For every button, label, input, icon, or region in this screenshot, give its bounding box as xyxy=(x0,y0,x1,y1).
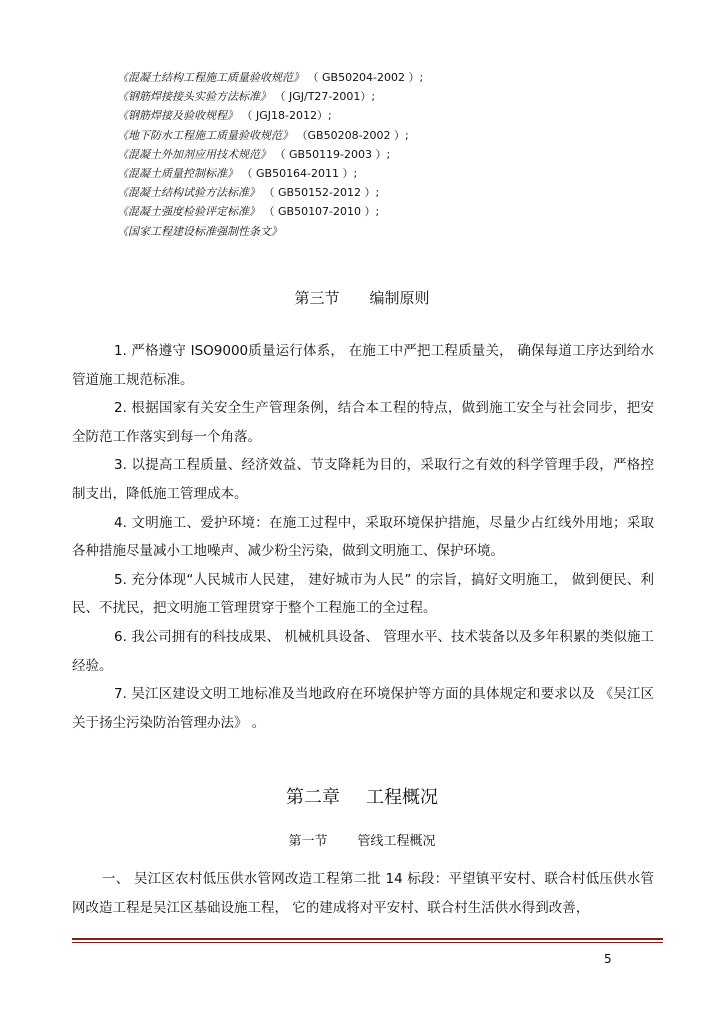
reference-item: 《混凝土外加剂应用技术规范》 （ GB50119-2003 ）; xyxy=(117,147,391,161)
chapter-number: 第二章 xyxy=(286,787,340,808)
reference-item: 《钢筋焊接接头实验方法标准》 （ JGJ/T27-2001）; xyxy=(117,90,376,104)
subsection-title: 管线工程概况 xyxy=(357,834,436,849)
chapter-title: 工程概况 xyxy=(366,787,438,808)
footer-divider-thin xyxy=(72,942,663,943)
chapter-heading xyxy=(0,783,724,809)
page-number: 5 xyxy=(604,952,612,966)
reference-item: 《混凝土强度检验评定标准》 （ GB50107-2010 ）; xyxy=(117,205,380,219)
reference-list xyxy=(117,68,423,241)
footer-divider xyxy=(72,938,663,940)
principle-item: 7. 吴江区建设文明工地标准及当地政府在环境保护等方面的具体规定和要求以及 《吴江区关于扬尘污染防治管理办法》 。 xyxy=(72,686,654,731)
section-heading xyxy=(0,287,724,308)
subsection-number: 第一节 xyxy=(288,834,328,849)
principle-item: 3. 以提高工程质量、经济效益、节支降耗为目的，采取行之有效的科学管理手段，严格控制支出，降低施工管理成本。 xyxy=(72,457,654,502)
principle-item: 4. 文明施工、爱护环境：在施工过程中，采取环境保护措施，尽量少占红线外用地；采取各种措施尽量减小工地噪声、减少粉尘污染，做到文明施工、保护环境。 xyxy=(72,514,654,560)
principle-item: 1. 严格遵守 ISO9000质量运行体系， 在施工中严把工程质量关， 确保每道工序达到给水管道施工规范标准。 xyxy=(72,343,654,388)
reference-item: 《混凝土质量控制标准》 （ GB50164-2011 ）; xyxy=(117,167,358,181)
reference-item: 《混凝土结构工程施工质量验收规范》 （ GB50204-2002 ）; xyxy=(117,71,424,84)
section-title: 编制原则 xyxy=(369,289,430,307)
overview-paragraph: 一、 吴江区农村低压供水管网改造工程第二批 14 标段：平望镇平安村、联合村低压供水管网改造工程是吴江区基础设施工程， 它的建成将对平安村、联合村生活供水得到改善， xyxy=(72,871,654,916)
section-number: 第三节 xyxy=(294,289,340,307)
principle-item: 2. 根据国家有关安全生产管理条例，结合本工程的特点，做到施工安全与社会同步，把安全防范工作落实到每一个角落。 xyxy=(72,400,654,445)
reference-item: 《国家工程建设标准强制性条文》 xyxy=(117,224,282,238)
subsection-heading xyxy=(0,830,724,849)
principles-list xyxy=(72,337,654,737)
principle-item: 5. 充分体现“人民城市人民建， 建好城市为人民” 的宗旨，搞好文明施工， 做到便民、利民、不扰民，把文明施工管理贯穿于整个工程施工的全过程。 xyxy=(72,571,654,617)
reference-item: 《钢筋焊接及验收规程》 （ JGJ18-2012）; xyxy=(117,109,332,123)
reference-item: 《混凝土结构试验方法标准》 （ GB50152-2012 ）; xyxy=(117,186,380,200)
reference-item: 《地下防水工程施工质量验收规范》 （GB50208-2002 ）; xyxy=(117,128,409,142)
principle-item: 6. 我公司拥有的科技成果、 机械机具设备、 管理水平、技术装备以及多年积累的类似施工经验。 xyxy=(72,628,654,674)
